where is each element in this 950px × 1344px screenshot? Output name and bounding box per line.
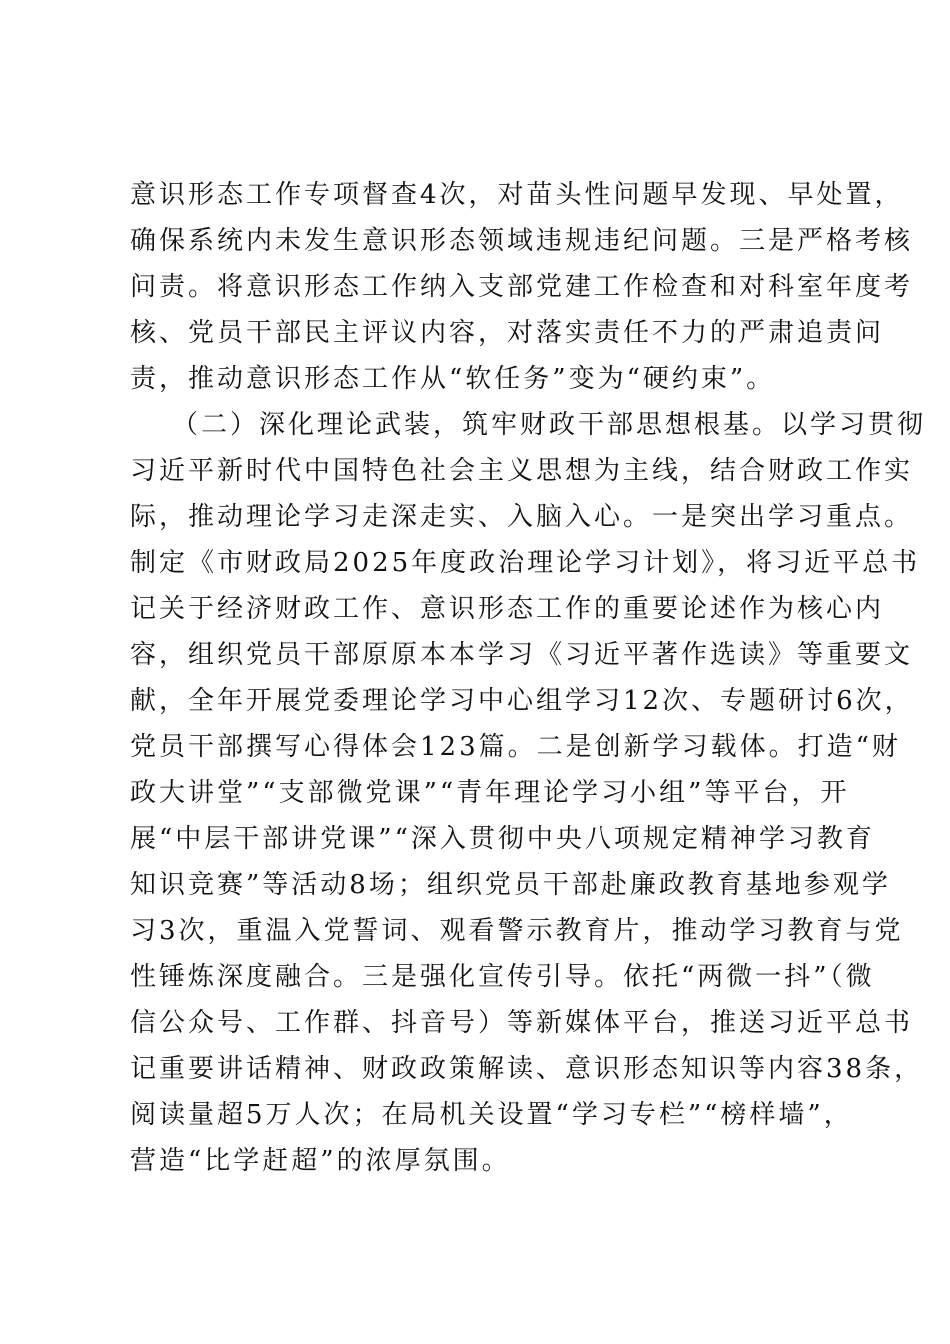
paragraph-2-line-7: 献，全年开展党委理论学习中心组学习12次、专题研讨6次， xyxy=(130,686,914,716)
document-body xyxy=(130,172,927,1184)
paragraph-2-line-9: 政大讲堂”“支部微党课”“青年理论学习小组”等平台，开 xyxy=(130,778,850,808)
paragraph-2-line-14: 信公众号、工作群、抖音号）等新媒体平台，推送习近平总书 xyxy=(130,1008,914,1038)
paragraph-2-line-15: 记重要讲话精神、财政政策解读、意识形态知识等内容38条， xyxy=(130,1054,924,1084)
paragraph-2-line-6: 容，组织党员干部原原本本学习《习近平著作选读》等重要文 xyxy=(130,640,914,670)
paragraph-2-line-8: 党员干部撰写心得体会123篇。二是创新学习载体。打造“财 xyxy=(130,732,901,762)
paragraph-2-line-12: 习3次，重温入党誓词、观看警示教育片，推动学习教育与党 xyxy=(130,916,904,946)
paragraph-1-line-1: 意识形态工作专项督查4次，对苗头性问题早发现、早处置， xyxy=(130,180,904,210)
paragraph-1-line-3: 问责。将意识形态工作纳入支部党建工作检查和对科室年度考 xyxy=(130,272,914,302)
paragraph-2-line-2: 习近平新时代中国特色社会主义思想为主线，结合财政工作实 xyxy=(130,456,914,486)
paragraph-2-line-16: 阅读量超5万人次；在局机关设置“学习专栏”“榜样墙”， xyxy=(130,1100,853,1130)
paragraph-2-line-11: 知识竞赛”等活动8场；组织党员干部赴廉政教育基地参观学 xyxy=(130,870,891,900)
paragraph-2-line-3: 际，推动理论学习走深走实、入脑入心。一是突出学习重点。 xyxy=(130,502,914,532)
paragraph-1-line-5: 责，推动意识形态工作从“软任务”变为“硬约束”。 xyxy=(130,364,776,394)
paragraph-2-line-4: 制定《市财政局2025年度政治理论学习计划》，将习近平总书 xyxy=(130,548,921,578)
paragraph-2-line-10: 展“中层干部讲党课”“深入贯彻中央八项规定精神学习教育 xyxy=(130,824,875,854)
paragraph-1-line-4: 核、党员干部民主评议内容，对落实责任不力的严肃追责问 xyxy=(130,318,885,348)
section-heading-line: （二）深化理论武装，筑牢财政干部思想根基。以学习贯彻 xyxy=(172,410,927,440)
paragraph-1-line-2: 确保系统内未发生意识形态领域违规违纪问题。三是严格考核 xyxy=(130,226,914,256)
paragraph-2-line-13: 性锤炼深度融合。三是强化宣传引导。依托“两微一抖”（微 xyxy=(130,962,875,992)
paragraph-2-line-5: 记关于经济财政工作、意识形态工作的重要论述作为核心内 xyxy=(130,594,885,624)
paragraph-2-line-17: 营造“比学赶超”的浓厚氛围。 xyxy=(130,1146,511,1176)
